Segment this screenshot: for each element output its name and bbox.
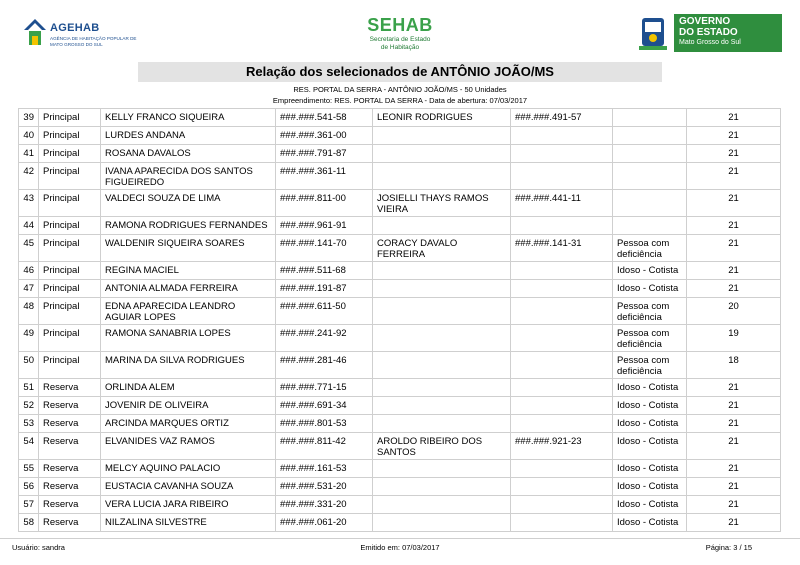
footer-divider [0, 538, 800, 539]
row-type: Reserva [39, 397, 101, 415]
row-name: LURDES ANDANA [101, 127, 276, 145]
row-category: Pessoa com deficiência [613, 352, 687, 379]
row-spouse-name [373, 478, 511, 496]
row-name: ELVANIDES VAZ RAMOS [101, 433, 276, 460]
table-row [19, 217, 781, 235]
row-category: Idoso - Cotista [613, 397, 687, 415]
sehab-logo [320, 16, 480, 52]
row-type: Principal [39, 190, 101, 217]
row-type: Reserva [39, 415, 101, 433]
row-category: Idoso - Cotista [613, 496, 687, 514]
row-category [613, 109, 687, 127]
row-spouse-cpf [511, 379, 613, 397]
table-row [19, 397, 781, 415]
row-spouse-cpf [511, 325, 613, 352]
table-row [19, 460, 781, 478]
row-spouse-name [373, 325, 511, 352]
row-number: 39 [19, 109, 39, 127]
row-name: EDNA APARECIDA LEANDRO AGUIAR LOPES [101, 298, 276, 325]
row-category: Pessoa com deficiência [613, 325, 687, 352]
row-score: 21 [687, 280, 781, 298]
row-spouse-cpf [511, 460, 613, 478]
row-score: 20 [687, 298, 781, 325]
row-score: 21 [687, 496, 781, 514]
governo-line3: Mato Grosso do Sul [679, 39, 741, 46]
row-number: 42 [19, 163, 39, 190]
row-type: Reserva [39, 514, 101, 532]
row-spouse-name [373, 280, 511, 298]
row-cpf: ###.###.691-34 [276, 397, 373, 415]
row-spouse-cpf [511, 352, 613, 379]
state-crest-icon [636, 14, 670, 52]
selection-table [18, 108, 781, 532]
row-cpf: ###.###.811-42 [276, 433, 373, 460]
row-number: 56 [19, 478, 39, 496]
row-score: 21 [687, 235, 781, 262]
row-type: Principal [39, 235, 101, 262]
row-name: KELLY FRANCO SIQUEIRA [101, 109, 276, 127]
row-score: 21 [687, 397, 781, 415]
row-name: EUSTACIA CAVANHA SOUZA [101, 478, 276, 496]
row-score: 21 [687, 415, 781, 433]
row-spouse-name [373, 163, 511, 190]
row-cpf: ###.###.531-20 [276, 478, 373, 496]
row-spouse-cpf: ###.###.491-57 [511, 109, 613, 127]
row-spouse-cpf [511, 262, 613, 280]
row-name: ANTONIA ALMADA FERREIRA [101, 280, 276, 298]
row-spouse-name [373, 352, 511, 379]
row-spouse-name: AROLDO RIBEIRO DOS SANTOS [373, 433, 511, 460]
row-cpf: ###.###.061-20 [276, 514, 373, 532]
row-name: ROSANA DAVALOS [101, 145, 276, 163]
sehab-title: SEHAB [367, 15, 433, 35]
agehab-house-icon [22, 16, 48, 48]
row-cpf: ###.###.771-15 [276, 379, 373, 397]
row-spouse-cpf [511, 496, 613, 514]
report-header [0, 0, 800, 60]
row-type: Principal [39, 217, 101, 235]
sehab-line2: de Habitação [380, 44, 420, 51]
table-row [19, 190, 781, 217]
row-number: 48 [19, 298, 39, 325]
row-name: VALDECI SOUZA DE LIMA [101, 190, 276, 217]
row-spouse-cpf [511, 415, 613, 433]
row-spouse-cpf: ###.###.441-11 [511, 190, 613, 217]
row-type: Principal [39, 280, 101, 298]
row-number: 47 [19, 280, 39, 298]
row-type: Reserva [39, 379, 101, 397]
row-cpf: ###.###.801-53 [276, 415, 373, 433]
row-number: 43 [19, 190, 39, 217]
row-category: Idoso - Cotista [613, 478, 687, 496]
row-spouse-cpf: ###.###.921-23 [511, 433, 613, 460]
row-type: Principal [39, 163, 101, 190]
row-number: 51 [19, 379, 39, 397]
row-cpf: ###.###.541-58 [276, 109, 373, 127]
table-row [19, 325, 781, 352]
table-row [19, 145, 781, 163]
row-cpf: ###.###.361-00 [276, 127, 373, 145]
row-spouse-cpf: ###.###.141-31 [511, 235, 613, 262]
table-row [19, 496, 781, 514]
governo-line2: DO ESTADO [679, 27, 738, 38]
row-name: ARCINDA MARQUES ORTIZ [101, 415, 276, 433]
row-number: 52 [19, 397, 39, 415]
row-spouse-name [373, 460, 511, 478]
row-cpf: ###.###.191-87 [276, 280, 373, 298]
row-category [613, 145, 687, 163]
report-title: Relação dos selecionados de ANTÔNIO JOÃO/MS [138, 62, 662, 82]
table-row [19, 478, 781, 496]
row-score: 21 [687, 478, 781, 496]
row-spouse-name [373, 145, 511, 163]
row-cpf: ###.###.611-50 [276, 298, 373, 325]
row-category [613, 190, 687, 217]
row-cpf: ###.###.961-91 [276, 217, 373, 235]
row-type: Principal [39, 325, 101, 352]
row-score: 21 [687, 262, 781, 280]
row-category: Pessoa com deficiência [613, 235, 687, 262]
row-number: 49 [19, 325, 39, 352]
row-spouse-name [373, 262, 511, 280]
row-spouse-name [373, 217, 511, 235]
row-type: Principal [39, 352, 101, 379]
footer-user: Usuário: sandra [12, 543, 65, 552]
report-enterprise: Empreendimento: RES. PORTAL DA SERRA - Data de abertura: 07/03/2017 [272, 96, 528, 105]
row-name: MARINA DA SILVA RODRIGUES [101, 352, 276, 379]
row-score: 21 [687, 145, 781, 163]
row-spouse-cpf [511, 514, 613, 532]
row-category [613, 163, 687, 190]
agehab-logo [22, 14, 142, 54]
row-number: 40 [19, 127, 39, 145]
row-type: Principal [39, 127, 101, 145]
row-type: Principal [39, 262, 101, 280]
row-spouse-name [373, 298, 511, 325]
row-category: Idoso - Cotista [613, 415, 687, 433]
row-spouse-cpf [511, 397, 613, 415]
row-name: JOVENIR DE OLIVEIRA [101, 397, 276, 415]
agehab-subtitle: AGÊNCIA DE HABITAÇÃO POPULAR DE MATO GROSSO DO SUL [50, 36, 137, 47]
row-number: 46 [19, 262, 39, 280]
table-row [19, 163, 781, 190]
table-row [19, 433, 781, 460]
row-cpf: ###.###.511-68 [276, 262, 373, 280]
row-cpf: ###.###.791-87 [276, 145, 373, 163]
row-cpf: ###.###.281-46 [276, 352, 373, 379]
row-cpf: ###.###.811-00 [276, 190, 373, 217]
row-type: Reserva [39, 433, 101, 460]
row-number: 41 [19, 145, 39, 163]
row-spouse-cpf [511, 163, 613, 190]
row-name: ORLINDA ALEM [101, 379, 276, 397]
row-name: IVANA APARECIDA DOS SANTOS FIGUEIREDO [101, 163, 276, 190]
report-footer [0, 538, 800, 558]
table-row [19, 127, 781, 145]
row-category [613, 127, 687, 145]
row-category: Idoso - Cotista [613, 460, 687, 478]
governo-line1: GOVERNO [679, 16, 731, 27]
row-type: Principal [39, 298, 101, 325]
agehab-name: AGEHAB [50, 22, 100, 34]
row-category: Idoso - Cotista [613, 379, 687, 397]
row-score: 21 [687, 217, 781, 235]
row-spouse-name [373, 397, 511, 415]
row-name: RAMONA SANABRIA LOPES [101, 325, 276, 352]
row-number: 44 [19, 217, 39, 235]
row-spouse-name [373, 127, 511, 145]
report-subtitle: RES. PORTAL DA SERRA - ANTÔNIO JOÃO/MS - 50 Unidades [293, 85, 507, 94]
row-spouse-cpf [511, 280, 613, 298]
row-cpf: ###.###.331-20 [276, 496, 373, 514]
row-number: 54 [19, 433, 39, 460]
row-score: 21 [687, 460, 781, 478]
row-spouse-cpf [511, 478, 613, 496]
row-type: Reserva [39, 460, 101, 478]
row-name: NILZALINA SILVESTRE [101, 514, 276, 532]
table-row [19, 109, 781, 127]
table-row [19, 514, 781, 532]
row-score: 21 [687, 109, 781, 127]
row-category: Idoso - Cotista [613, 514, 687, 532]
row-name: VERA LUCIA JARA RIBEIRO [101, 496, 276, 514]
row-name: WALDENIR SIQUEIRA SOARES [101, 235, 276, 262]
row-cpf: ###.###.241-92 [276, 325, 373, 352]
row-number: 57 [19, 496, 39, 514]
row-spouse-cpf [511, 145, 613, 163]
row-score: 21 [687, 190, 781, 217]
row-type: Reserva [39, 496, 101, 514]
row-score: 18 [687, 352, 781, 379]
row-spouse-name [373, 496, 511, 514]
row-spouse-name: LEONIR RODRIGUES [373, 109, 511, 127]
row-type: Reserva [39, 478, 101, 496]
row-score: 21 [687, 514, 781, 532]
row-number: 45 [19, 235, 39, 262]
row-category: Pessoa com deficiência [613, 298, 687, 325]
row-spouse-name [373, 415, 511, 433]
table-row [19, 379, 781, 397]
row-name: REGINA MACIEL [101, 262, 276, 280]
footer-page: Página: 3 / 15 [705, 543, 752, 552]
row-spouse-cpf [511, 298, 613, 325]
table-row [19, 262, 781, 280]
row-score: 21 [687, 379, 781, 397]
row-category: Idoso - Cotista [613, 433, 687, 460]
row-spouse-name: CORACY DAVALO FERREIRA [373, 235, 511, 262]
row-name: MELCY AQUINO PALACIO [101, 460, 276, 478]
row-score: 19 [687, 325, 781, 352]
row-spouse-cpf [511, 127, 613, 145]
table-row [19, 235, 781, 262]
row-spouse-name [373, 379, 511, 397]
row-cpf: ###.###.161-53 [276, 460, 373, 478]
governo-logo [636, 14, 782, 52]
row-spouse-name [373, 514, 511, 532]
row-number: 58 [19, 514, 39, 532]
table-row [19, 352, 781, 379]
row-cpf: ###.###.141-70 [276, 235, 373, 262]
table-row [19, 415, 781, 433]
row-category: Idoso - Cotista [613, 280, 687, 298]
row-name: RAMONA RODRIGUES FERNANDES [101, 217, 276, 235]
table-row [19, 298, 781, 325]
row-number: 53 [19, 415, 39, 433]
row-score: 21 [687, 127, 781, 145]
row-spouse-name: JOSIELLI THAYS RAMOS VIEIRA [373, 190, 511, 217]
governo-box [674, 14, 782, 52]
footer-emitted: Emitido em: 07/03/2017 [360, 543, 440, 552]
sehab-line1: Secretaria de Estado [369, 36, 431, 43]
row-score: 21 [687, 163, 781, 190]
row-category: Idoso - Cotista [613, 262, 687, 280]
row-spouse-cpf [511, 217, 613, 235]
row-number: 55 [19, 460, 39, 478]
row-category [613, 217, 687, 235]
table-row [19, 280, 781, 298]
row-score: 21 [687, 433, 781, 460]
row-number: 50 [19, 352, 39, 379]
row-type: Principal [39, 145, 101, 163]
row-type: Principal [39, 109, 101, 127]
row-cpf: ###.###.361-11 [276, 163, 373, 190]
